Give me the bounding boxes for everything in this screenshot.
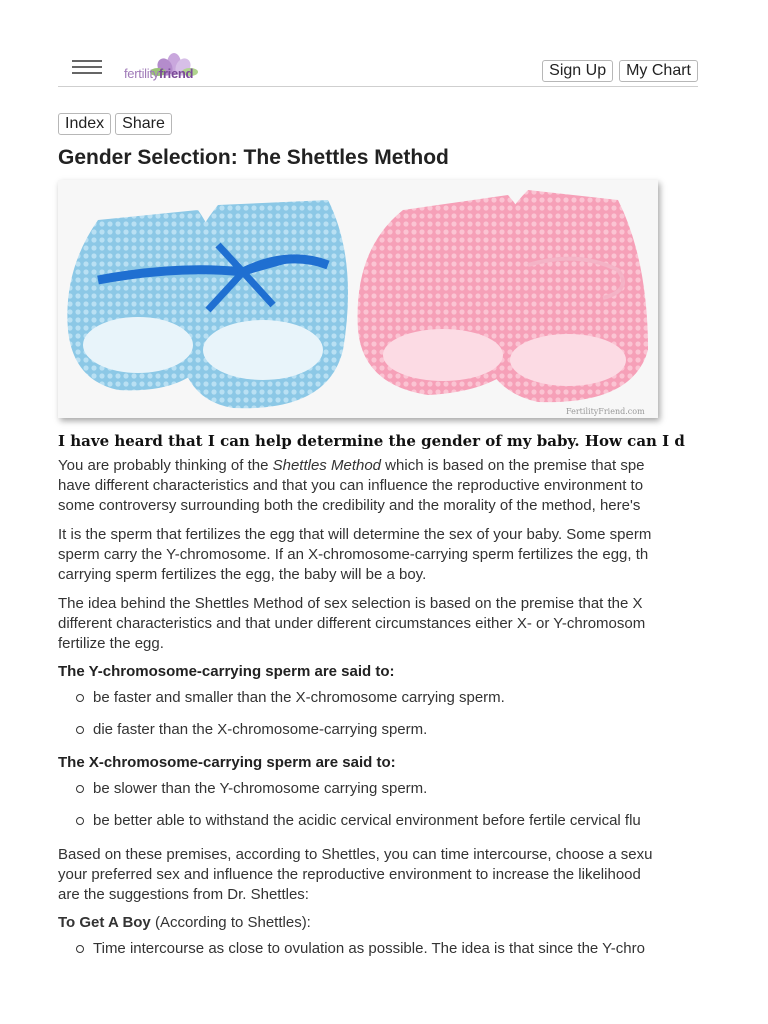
my-chart-button[interactable]: My Chart bbox=[619, 60, 698, 82]
paragraph-shettles-idea: The idea behind the Shettles Method of sex selection is based on the premise that the X different characteristics and that under different circumstances either X- or Y-chromosom fertilize the egg. bbox=[58, 595, 646, 652]
page-title: Gender Selection: The Shettles Method bbox=[58, 146, 449, 169]
logo-wordmark: fertilityfriend bbox=[124, 66, 194, 81]
share-button[interactable]: Share bbox=[115, 113, 172, 135]
y-chromosome-heading: The Y-chromosome-carrying sperm are said to: bbox=[58, 663, 395, 680]
list-item: be better able to withstand the acidic cervical environment before fertile cervical flu bbox=[58, 811, 712, 831]
list-item: be faster and smaller than the X-chromosome carrying sperm. bbox=[58, 688, 712, 708]
image-watermark: FertilityFriend.com bbox=[566, 407, 645, 416]
bullet-circle-icon bbox=[76, 694, 84, 702]
paragraph-intro: You are probably thinking of the Shettles Method which is based on the premise that spe have different characteristics and that you can influence the reproductive environment to some controversy surrounding both the credibility and the morality of the method, here's bbox=[58, 457, 645, 514]
x-chromosome-heading: The X-chromosome-carrying sperm are said to: bbox=[58, 754, 396, 771]
fertility-friend-logo[interactable] bbox=[122, 48, 222, 84]
y-chromosome-list bbox=[58, 688, 712, 740]
list-item: be slower than the Y-chromosome carrying sperm. bbox=[58, 779, 712, 799]
baby-booties-illustration bbox=[58, 180, 658, 418]
paragraph-sperm: It is the sperm that fertilizes the egg that will determine the sex of your baby. Some sperm sperm carry the Y-chromosome. If an X-chromosome-carrying sperm fertilizes the egg, th carrying sperm fertilizes the egg, the baby will be a boy. bbox=[58, 526, 652, 583]
menu-icon[interactable] bbox=[72, 60, 102, 76]
index-button[interactable]: Index bbox=[58, 113, 111, 135]
list-item: Time intercourse as close to ovulation as possible. The idea is that since the Y-chro bbox=[58, 939, 712, 959]
bullet-circle-icon bbox=[76, 785, 84, 793]
article-question: I have heard that I can help determine the gender of my baby. How can I d bbox=[58, 432, 685, 450]
top-header bbox=[58, 48, 698, 87]
boy-heading: To Get A Boy (According to Shettles): bbox=[58, 914, 311, 931]
x-chromosome-list bbox=[58, 779, 712, 831]
article-body bbox=[58, 432, 712, 1024]
boy-list bbox=[58, 939, 712, 959]
hero-image-booties bbox=[58, 180, 658, 418]
bullet-circle-icon bbox=[76, 726, 84, 734]
paragraph-premises: Based on these premises, according to Shettles, you can time intercourse, choose a sexu your preferred sex and influence the reproductive environment to increase the likelihood are the suggestions from Dr. Shettles: bbox=[58, 846, 653, 903]
list-item: die faster than the X-chromosome-carrying sperm. bbox=[58, 720, 712, 740]
bullet-circle-icon bbox=[76, 945, 84, 953]
bullet-circle-icon bbox=[76, 817, 84, 825]
sign-up-button[interactable]: Sign Up bbox=[542, 60, 613, 82]
